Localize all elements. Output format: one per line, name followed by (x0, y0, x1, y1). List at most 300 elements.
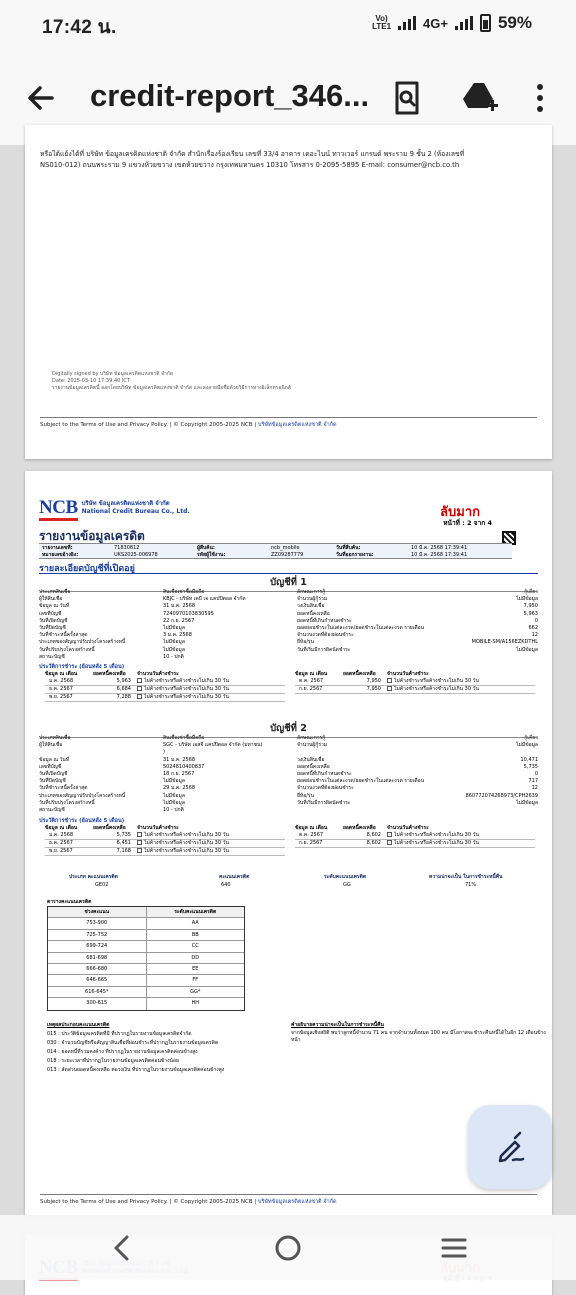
field-label: ประเภทของสัญญาปรับปรุงโครงสร้างหนี้ (39, 639, 126, 646)
field-label: วันที่ปิดบัญชี (39, 778, 66, 785)
nav-back-button[interactable] (102, 1233, 142, 1263)
account-1-fields (39, 589, 538, 661)
checkbox-icon (137, 848, 142, 853)
field-label: ยอดหนี้คงเหลือ (297, 610, 330, 617)
field-value: 10,471 (520, 756, 538, 763)
lte-label: LTE1 (372, 22, 392, 31)
field-label: ประเภทสินเชื่อ (39, 735, 71, 741)
history-balance: 7,168 (116, 848, 131, 854)
battery-icon (480, 14, 491, 32)
account-field-row (39, 749, 538, 756)
footer-divider (40, 1194, 537, 1195)
score-reasons (47, 1021, 295, 1075)
field-value: MOBILE-SM/A156EZKDTHL (471, 639, 538, 646)
grade-table (47, 906, 245, 1011)
edit-fab-button[interactable] (468, 1105, 552, 1189)
history-header-cell: ข้อมูล ณ เดือน (295, 825, 328, 831)
ref-value: UKS2025-006978 (114, 552, 158, 558)
field-value: ไม่มีข้อมูล (516, 646, 538, 653)
report-date-label: วันที่ออกรายงาน: (336, 552, 374, 558)
field-value: 7240970103830595 (163, 610, 214, 617)
score-type-value: GE02 (95, 882, 109, 888)
history-header-row (295, 825, 535, 832)
grade-row (48, 918, 244, 929)
grade-level: CC (191, 943, 199, 950)
field-value: ไม่มีข้อมูล (163, 639, 185, 646)
history-header-cell: ยอดหนี้คงเหลือ (343, 825, 376, 831)
more-options-button[interactable] (525, 78, 555, 118)
field-value: ไม่มีข้อมูล (163, 799, 185, 806)
account-1-history-left (45, 671, 285, 702)
arrow-left-icon (22, 80, 62, 116)
grade-table-header (48, 907, 244, 918)
ref-label: หมายเลขอ้างอิง: (42, 552, 79, 558)
inquiry-date-value: 10 มี.ค. 2568 17:39:41 (411, 545, 468, 551)
score-probability-header: ความน่าจะเป็น ในการชำระหนี้คืน (429, 874, 503, 880)
history-header-cell: ข้อมูล ณ เดือน (45, 671, 78, 677)
credit-score-summary (39, 873, 538, 891)
field-label: ลักษณะการกู้ (297, 735, 326, 741)
field-value: สินเชื่อเช่าซื้อมือถือ (163, 735, 205, 741)
history-status-text: ไม่ค้างชำระหรือค้างชำระไม่เกิน 30 วัน (394, 840, 479, 846)
field-label: จำนวนผู้กู้ร่วม (297, 742, 328, 749)
field-value: ไม่มีข้อมูล (163, 624, 185, 631)
volte-indicator (372, 15, 391, 31)
grade-range: 699-724 (48, 941, 147, 951)
account-2-title: บัญชีที่ 2 (25, 721, 552, 738)
pdf-viewer[interactable] (0, 145, 576, 1215)
account-field-row (39, 764, 538, 771)
account-2-history-right (295, 825, 535, 848)
score-type-header: ประเภท คะแนนเครดิต (69, 874, 118, 880)
signature-line-2: Date: 2025-03-10 17:39:40 ICT (52, 378, 130, 384)
account-2-fields (39, 735, 538, 814)
history-month: พ.ย. 2567 (49, 848, 73, 854)
score-grade-header: ระดับคะแนนเครดิต (324, 874, 367, 880)
member-value: ncb_mobile (271, 545, 300, 551)
ncb-logo-mark: NCB (39, 497, 78, 518)
field-label: วันที่ชำระหนี้ครั้งล่าสุด (39, 632, 88, 639)
history-status-text: ไม่ค้างชำระหรือค้างชำระไม่เกิน 30 วัน (144, 840, 229, 846)
grade-level: EE (192, 965, 199, 972)
logo-name-th: บริษัท ข้อมูลเครดิตแห่งชาติ จำกัด (81, 500, 170, 507)
report-no-label: รายงานเลขที่: (42, 545, 73, 551)
history-month: ต.ค. 2567 (299, 678, 324, 684)
field-label: วันที่เปิดบัญชี (39, 617, 68, 624)
account-field-row (39, 785, 538, 792)
checkbox-icon (137, 678, 142, 683)
history-status-text: ไม่ค้างชำระหรือค้างชำระไม่เกิน 30 วัน (144, 848, 229, 854)
history-balance: 6,451 (116, 840, 131, 846)
digital-signature (52, 371, 291, 392)
reason-item: 015 : ประวัติข้อมูลเครดิตที่มี ที่ปรากฏในรายงานข้อมูลเครดิตจำกัด (47, 1031, 192, 1037)
account-field-row (39, 654, 538, 661)
field-value: 662 (528, 624, 538, 631)
field-value: ไม่มีข้อมูล (163, 792, 185, 799)
history-status (387, 678, 479, 685)
history-month: ธ.ค. 2567 (49, 840, 73, 846)
checkbox-icon (137, 832, 142, 837)
field-value: 5024810400837 (163, 763, 205, 770)
history-month: ม.ค. 2568 (49, 832, 74, 838)
history-status-text: ไม่ค้างชำระหรือค้างชำระไม่เกิน 30 วัน (394, 686, 479, 692)
field-value: 717 (528, 778, 538, 785)
history-status (137, 678, 229, 685)
field-value: 3 ม.ค. 2568 (163, 632, 192, 639)
account-field-row (39, 596, 538, 603)
history-header-cell: จำนวนวันค้างชำระ (387, 671, 429, 677)
grade-level: BB (191, 931, 199, 938)
back-button[interactable] (22, 80, 62, 116)
field-label: ยอดหนี้คงเหลือ (297, 763, 330, 770)
explain-title: คำอธิบายความน่าจะเป็นในการชำระหนี้คืน (291, 1022, 384, 1028)
history-header-row (45, 825, 285, 832)
field-label: วันที่เปิดบัญชี (39, 770, 68, 777)
checkbox-icon (137, 686, 142, 691)
history-status (387, 686, 479, 693)
reason-item: 013 : สัดส่วนยอดหนี้คงเหลือ ต่อวงเงิน ที่ปรากฏในรายงานข้อมูลเครดิตค่อนข้างสูง (47, 1067, 225, 1073)
history-row (45, 848, 285, 856)
history-row (295, 686, 535, 694)
checkbox-icon (137, 840, 142, 845)
field-label: ลักษณะการกู้ (297, 589, 326, 595)
field-label: จำนวนงวดที่ต้องผ่อนชำระ (297, 785, 354, 792)
history-header-cell: ยอดหนี้คงเหลือ (93, 671, 126, 677)
checkbox-icon (387, 686, 392, 691)
checkbox-icon (387, 832, 392, 837)
history-header-cell: ข้อมูล ณ เดือน (295, 671, 328, 677)
history-header-cell: ยอดหนี้คงเหลือ (93, 825, 126, 831)
history-row (295, 678, 535, 686)
grade-level: DD (191, 954, 200, 961)
footer-text: Subject to the Terms of Use and Privacy Policy. | © Copyright 2005-2025 NCB | (40, 1199, 257, 1205)
section-title: รายละเอียดบัญชีที่เปิดอยู่ (39, 564, 135, 574)
history-status (137, 848, 229, 855)
more-vert-icon (525, 78, 555, 118)
field-value: 29 ม.ค. 2568 (163, 785, 196, 792)
history-month: ก.ย. 2567 (299, 840, 323, 846)
history-status (137, 694, 229, 701)
account-2-history-title: ประวัติการชำระ (ย้อนหลัง 5 เดือน) (39, 818, 125, 824)
history-month: ธ.ค. 2567 (49, 686, 73, 692)
history-month: ม.ค. 2568 (49, 678, 74, 684)
logo-name-en: National Credit Bureau Co., Ltd. (81, 508, 190, 515)
grade-row (48, 998, 244, 1009)
history-month: ต.ค. 2567 (299, 832, 324, 838)
account-field-row (39, 589, 538, 596)
field-label: วันที่ปรับปรุงโครงสร้างหนี้ (39, 646, 95, 653)
checkbox-icon (387, 840, 392, 845)
field-value: 0 (534, 617, 538, 624)
history-status (387, 832, 479, 839)
account-1-history-right (295, 671, 535, 694)
complaint-paragraph (40, 149, 540, 171)
checkbox-icon (137, 694, 142, 699)
field-value: 5,963 (523, 610, 538, 617)
nav-home-button[interactable] (268, 1233, 308, 1263)
history-balance: 5,963 (116, 678, 131, 684)
field-value: 31 ม.ค. 2568 (163, 756, 196, 763)
status-bar (0, 0, 576, 50)
field-label: วันที่เริ่มมีการผิดนัดชำระ (297, 799, 351, 806)
report-header-info (39, 543, 512, 559)
field-label: ผู้ให้สินเชื่อ (39, 742, 63, 749)
account-field-row (39, 793, 538, 800)
pen-edit-icon (493, 1130, 527, 1164)
search-document-button[interactable] (387, 78, 427, 118)
page-footer (40, 421, 337, 429)
field-label: ยี่ห้อ/รุ่น (297, 792, 315, 799)
account-1-history-title: ประวัติการชำระ (ย้อนหลัง 5 เดือน) (39, 664, 125, 670)
field-label: ประเภทสินเชื่อ (39, 589, 71, 595)
field-value: ไม่มีข้อมูล (516, 799, 538, 806)
signal-icon-2 (455, 16, 473, 30)
signature-line-1: Digitally signed by บริษัท ข้อมูลเครดิตแห่งชาติ จำกัด (52, 371, 174, 377)
grade-range-header: ช่วงคะแนน (48, 907, 147, 917)
account-1-title: บัญชีที่ 1 (25, 575, 552, 592)
ncb-logo (39, 497, 190, 519)
history-status-text: ไม่ค้างชำระหรือค้างชำระไม่เกิน 30 วัน (394, 832, 479, 838)
field-label: วันที่เริ่มมีการผิดนัดชำระ (297, 646, 351, 653)
grade-range: 681-698 (48, 953, 147, 963)
grade-row (48, 941, 244, 952)
history-row (45, 840, 285, 848)
score-probability-value: 71% (465, 882, 477, 888)
field-value: 0 (534, 770, 538, 777)
score-header: คะแนนเครดิต (219, 874, 250, 880)
reasons-title: เหตุผลประกอบคะแนนเครดิต (47, 1022, 110, 1028)
drive-add-icon (460, 78, 500, 118)
account-field-row (39, 807, 538, 814)
paragraph-line-2: NS010-012) ถนนพระราม 9 แขวงห้วยขวาง เขตห้วยขวาง กรุงเทพมหานคร 10310 โทรสาร 0-2095-5895 E-mail: consumer@ncb.co.th (40, 161, 460, 169)
page-footer (40, 1198, 337, 1206)
history-balance: 6,684 (116, 686, 131, 692)
field-value: SGC - บริษัท เอสจี แคปปิตอล จำกัด (มหาชน) (163, 742, 263, 749)
field-label: ยอดหนี้ที่เกินกำหนดชำระ (297, 770, 352, 777)
account-field-row (39, 603, 538, 610)
field-value: 31 ม.ค. 2568 (163, 603, 196, 610)
add-to-drive-button[interactable] (460, 78, 500, 118)
grade-range: 725-752 (48, 930, 147, 940)
account-field-row (39, 800, 538, 807)
history-status-text: ไม่ค้างชำระหรือค้างชำระไม่เกิน 30 วัน (144, 678, 229, 684)
field-label: วงเงินสินเชื่อ (297, 603, 325, 610)
grade-range: 753-900 (48, 918, 147, 928)
system-nav-bar (0, 1215, 576, 1280)
account-field-row (39, 625, 538, 632)
network-type: 4G+ (423, 15, 448, 31)
field-value: ไม่มีข้อมูล (163, 646, 185, 653)
battery-percent: 59% (497, 13, 532, 32)
nav-recents-icon (439, 1233, 469, 1263)
status-icons (372, 13, 532, 33)
grade-range: 646-665 (48, 975, 147, 985)
signature-line-3: รายงานข้อมูลเครดิตนี้ ออกโดยบริษัท ข้อมูลเครดิตแห่งชาติ จำกัด และลงลายมือชื่อด้วยวิธีการทางอิเล็กทรอนิกส์ (52, 385, 291, 391)
grade-level: AA (191, 920, 199, 927)
account-2-history-left (45, 825, 285, 856)
field-value: 12 (531, 632, 538, 639)
account-field-row (39, 742, 538, 749)
field-value: 7,950 (523, 603, 538, 610)
field-label: เลขที่บัญชี (39, 763, 62, 770)
report-no-value: 71830812 (114, 545, 140, 551)
grade-range: 300-615 (48, 998, 147, 1009)
field-label: เลขที่บัญชี (39, 610, 62, 617)
field-value: กู้เดี่ยว (524, 735, 538, 741)
account-field-row (39, 778, 538, 785)
user-value: ZZ09287779 (271, 552, 304, 558)
grade-row (48, 930, 244, 941)
field-value: KBJC - บริษัท เคบี เจ แคปปิตอล จำกัด (163, 596, 246, 603)
field-value: กู้เดี่ยว (524, 589, 538, 595)
footer-divider (40, 417, 537, 418)
signal-icon (398, 16, 416, 30)
field-label: วันที่ชำระหนี้ครั้งล่าสุด (39, 785, 88, 792)
account-field-row (39, 639, 538, 646)
volte-label: Vo) (375, 14, 388, 23)
history-header-cell: จำนวนวันค้างชำระ (387, 825, 429, 831)
footer-text: Subject to the Terms of Use and Privacy Policy. | © Copyright 2005-2025 NCB | (40, 422, 257, 428)
field-value: ไม่มีข้อมูล (163, 778, 185, 785)
inquiry-date-label: วันที่สืบค้น: (336, 545, 361, 551)
history-balance: 7,950 (366, 678, 381, 684)
account-field-row (39, 735, 538, 742)
grade-row (48, 987, 244, 998)
history-status (387, 840, 479, 847)
field-label: วันที่ปิดบัญชี (39, 624, 66, 631)
history-balance: 7,950 (366, 686, 381, 692)
field-label: สถานะบัญชี (39, 653, 65, 660)
grade-range: 616-645* (48, 987, 147, 997)
confidential-stamp: ลับมาก (440, 505, 480, 520)
field-label: ข้อมูล ณ วันที่ (39, 756, 70, 763)
history-header-cell: จำนวนวันค้างชำระ (137, 825, 179, 831)
paragraph-line-1: หรือได้แย้งได้ที่ บริษัท ข้อมูลเครดิตแห่งชาติ จำกัด สำนักเรื่องร้องเรียน เลขที่ 33/4 อาคาร เดอะไนน์ ทาวเวอร์ แกรนด์ พระราม 9 ชั้น 2 (ห้องเลขที่ (40, 150, 465, 158)
account-field-row (39, 611, 538, 618)
grade-row (48, 964, 244, 975)
grade-row (48, 975, 244, 986)
grade-level-header: ระดับคะแนนเครดิต (174, 909, 217, 915)
field-label: สถานะบัญชี (39, 806, 65, 813)
grade-level: GG* (190, 988, 201, 995)
history-row (45, 832, 285, 840)
history-status (137, 840, 229, 847)
field-value: 10 - ปกติ (163, 653, 184, 660)
pdf-page-2 (25, 471, 552, 1215)
nav-back-icon (110, 1233, 134, 1263)
field-label: ยอดผ่อนชำระในแต่ละงวด/ยอดชำระในแต่ละงวด รายเดือน (297, 624, 425, 631)
grade-level: FF (192, 977, 199, 984)
reason-item: 030 : จำนวนบัญชีหรือสัญญาสินเชื่อที่ผ่อนชำระที่ปรากฏในรายงานข้อมูลเครดิต (47, 1040, 219, 1046)
field-value: 10 - ปกติ (163, 806, 184, 813)
history-status-text: ไม่ค้างชำระหรือค้างชำระไม่เกิน 30 วัน (144, 694, 229, 700)
field-label: ผู้ให้สินเชื่อ (39, 596, 63, 603)
ncb-logo-names (82, 500, 190, 516)
field-value: ไม่มีข้อมูล (516, 742, 538, 749)
history-status-text: ไม่ค้างชำระหรือค้างชำระไม่เกิน 30 วัน (144, 686, 229, 692)
field-label: วงเงินสินเชื่อ (297, 756, 325, 763)
field-label: ยอดผ่อนชำระในแต่ละงวด/ยอดชำระในแต่ละงวด รายเดือน (297, 778, 425, 785)
user-label: รหัสผู้ใช้งาน: (197, 552, 226, 558)
history-status (137, 832, 229, 839)
report-date-value: 10 มี.ค. 2568 17:39:41 (411, 552, 468, 558)
history-balance: 8,602 (366, 840, 381, 846)
footer-link[interactable]: บริษัทข้อมูลเครดิตแห่งชาติ จำกัด (257, 1199, 337, 1205)
field-label: วันที่ปรับปรุงโครงสร้างหนี้ (39, 799, 95, 806)
pdf-page-1 (25, 125, 552, 459)
field-label: ข้อมูล ณ วันที่ (39, 603, 70, 610)
document-title: credit-report_346... (90, 78, 370, 113)
footer-link[interactable]: บริษัทข้อมูลเครดิตแห่งชาติ จำกัด (257, 422, 337, 428)
history-row (295, 832, 535, 840)
nav-recents-button[interactable] (434, 1233, 474, 1263)
field-label: ยี่ห้อ/รุ่น (297, 639, 315, 646)
reason-item: 018 : ระยะเวลาที่ปรากฏในรายงานข้อมูลเครดิตค่อนข้างน้อย (47, 1058, 179, 1064)
field-value: 22 ก.ย. 2567 (163, 617, 195, 624)
grade-row (48, 953, 244, 964)
history-status-text: ไม่ค้างชำระหรือค้างชำระไม่เกิน 30 วัน (394, 678, 479, 684)
field-value: 860772074268973/CPH2639 (465, 792, 538, 799)
history-status (137, 686, 229, 693)
grade-table-title: ตารางคะแนนเครดิต (47, 899, 92, 905)
explain-text: จากข้อมูลเชิงสถิติ พบว่าลูกหนี้จำนวน 71 คน จากจำนวนทั้งหมด 100 คน มีโอกาสจะชำระคืนหนี้ได้ในอีก 12 เดือนข้างหน้า (291, 1030, 546, 1043)
history-header-cell: ยอดหนี้คงเหลือ (343, 671, 376, 677)
account-field-row (39, 647, 538, 654)
document-search-icon (387, 78, 427, 118)
history-balance: 5,735 (116, 832, 131, 838)
score-grade-value: GG (343, 882, 351, 888)
field-value: 5,735 (523, 763, 538, 770)
history-month: พ.ย. 2567 (49, 694, 73, 700)
page-number: หน้าที่ : 2 จาก 4 (443, 519, 492, 527)
account-field-row (39, 618, 538, 625)
grade-range: 666-680 (48, 964, 147, 974)
account-field-row (39, 771, 538, 778)
member-label: ผู้สืบค้น: (197, 545, 215, 551)
history-balance: 7,288 (116, 694, 131, 700)
probability-explanation (291, 1021, 546, 1044)
history-header-cell: จำนวนวันค้างชำระ (137, 671, 179, 677)
grade-level: HH (191, 1000, 200, 1007)
history-row (295, 840, 535, 848)
field-value: สินเชื่อเช่าซื้อมือถือ (163, 589, 205, 595)
section-divider (39, 573, 538, 574)
history-header-cell: ข้อมูล ณ เดือน (45, 825, 78, 831)
history-row (45, 694, 285, 702)
field-label: จำนวนงวดที่ต้องผ่อนชำระ (297, 632, 354, 639)
history-month: ก.ย. 2567 (299, 686, 323, 692)
status-time: 17:42 น. (42, 17, 117, 38)
history-row (45, 686, 285, 694)
history-balance: 8,602 (366, 832, 381, 838)
nav-home-icon (273, 1233, 303, 1263)
field-value: 18 ก.ย. 2567 (163, 770, 195, 777)
reason-item: 014 : ยอดหนี้ที่รวมคงค้าง ที่ปรากฏในรายงานข้อมูลเครดิตค่อนข้างสูง (47, 1049, 198, 1055)
account-field-row (39, 757, 538, 764)
history-header-row (45, 671, 285, 678)
history-status-text: ไม่ค้างชำระหรือค้างชำระไม่เกิน 30 วัน (144, 832, 229, 838)
score-value: 640 (221, 882, 231, 888)
history-row (45, 678, 285, 686)
checkbox-icon (387, 678, 392, 683)
field-label: จำนวนผู้กู้ร่วม (297, 596, 328, 603)
field-value: 12 (531, 785, 538, 792)
field-value: ) (163, 749, 165, 756)
field-label: ยอดหนี้ที่เกินกำหนดชำระ (297, 617, 352, 624)
field-label: ประเภทของสัญญาปรับปรุงโครงสร้างหนี้ (39, 792, 126, 799)
history-header-row (295, 671, 535, 678)
field-value: ไม่มีข้อมูล (516, 596, 538, 603)
